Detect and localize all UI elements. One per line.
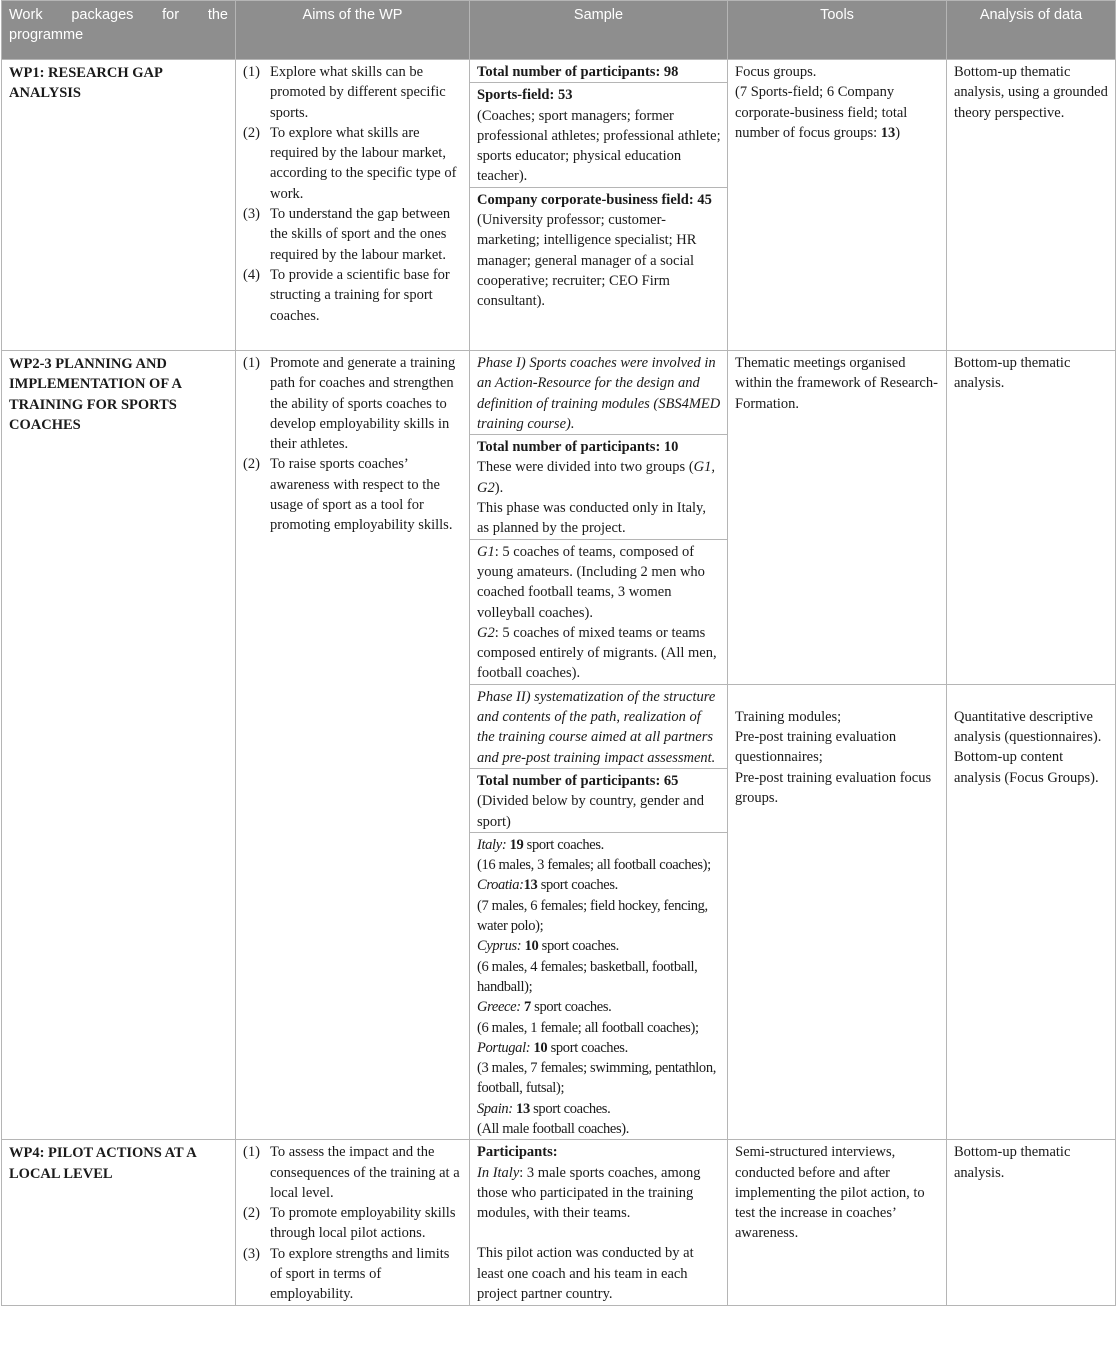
country-entry: Croatia:13 sport coaches.: [477, 877, 618, 894]
wp1-row: [2, 60, 1116, 351]
wp1-title: WP1: RESEARCH GAP ANALYSIS: [2, 60, 236, 351]
wp23-phase1-tools: Thematic meetings organised within the framework of Research-Formation.: [728, 351, 947, 685]
header-sample: Sample: [470, 1, 728, 60]
analysis-line: Bottom-up content analysis (Focus Groups).: [954, 749, 1099, 786]
phase2-total-note: (Divided below by country, gender and sport): [477, 793, 704, 830]
country-entry: Spain: 13 sport coaches.: [477, 1100, 611, 1117]
group-g2: G2: 5 coaches of mixed teams or teams composed entirely of migrants. (All men, football coaches).: [477, 624, 717, 682]
wp4-row: [2, 1140, 1116, 1305]
country-detail: (16 males, 3 females; all football coaches);: [477, 857, 711, 874]
wp1-aims-list: [243, 62, 462, 326]
list-item: (2) To promote employability skills through local pilot actions.: [243, 1205, 456, 1242]
header-work-packages: Work packages for the programme: [2, 1, 236, 60]
country-entry: Italy: 19 sport coaches.: [477, 836, 604, 853]
list-item: (4) To provide a scientific base for structing a training for sport coaches.: [243, 266, 450, 324]
header-analysis: Analysis of data: [947, 1, 1116, 60]
phase1-participants: [470, 435, 727, 539]
list-item: (1) To assess the impact and the consequences of the training at a local level.: [243, 1144, 460, 1201]
country-detail: (7 males, 6 females; field hockey, fencing, water polo);: [477, 897, 708, 935]
wp1-sample: [470, 60, 728, 351]
header-row: [2, 1, 1116, 60]
country-entry: Greece: 7 sport coaches.: [477, 999, 612, 1016]
wp1-sample-total: Total number of participants: 98: [470, 60, 727, 83]
wp1-aims: [236, 60, 470, 351]
wp4-participants-heading: Participants:: [477, 1144, 558, 1161]
tools-line: Pre-post training evaluation questionnaires;: [735, 729, 897, 766]
list-item: (2) To explore what skills are required by the labour market, according to the specific type of work.: [243, 124, 457, 202]
phase1-groups: These were divided into two groups (G1, G2).: [477, 459, 716, 496]
phase1-description: Phase I) Sports coaches were involved in an Action-Resource for the design and definition of training modules (SBS4MED training course).: [470, 351, 727, 435]
wp23-phase1-sample: [470, 351, 728, 685]
wp1-sports-field: [470, 83, 727, 187]
wp4-pilot-note: This pilot action was conducted by at least one coach and his team in each project partner country.: [477, 1245, 694, 1303]
wp4-italy: In Italy: 3 male sports coaches, among those who participated in the training modules, with their teams.: [477, 1164, 701, 1222]
list-item: (3) To understand the gap between the skills of sport and the ones required by the labour market.: [243, 206, 451, 263]
sports-field-text: (Coaches; sport managers; former professional athletes; professional athlete; sports educator; physical education teacher).: [477, 107, 721, 185]
list-item: (1) Explore what skills can be promoted by different specific sports.: [243, 64, 446, 121]
work-packages-table: [1, 0, 1116, 1306]
country-detail: (All male football coaches).: [477, 1120, 630, 1137]
phase2-participants: [470, 769, 727, 833]
wp1-analysis: Bottom-up thematic analysis, using a grounded theory perspective.: [947, 60, 1116, 351]
header-tools: Tools: [728, 1, 947, 60]
country-detail: (3 males, 7 females; swimming, pentathlon, football, futsal);: [477, 1060, 717, 1097]
group-g1: G1: 5 coaches of teams, composed of young amateurs. (Including 2 men who coached football teams, 3 women volleyball coaches).: [477, 543, 705, 621]
wp23-aims: [236, 351, 470, 1140]
country-entry: Portugal: 10 sport coaches.: [477, 1039, 628, 1056]
phase2-description: Phase II) systematization of the structure and contents of the path, realization of the training course aimed at all partners and pre-post training impact assessment.: [470, 685, 727, 769]
wp1-tools: [728, 60, 947, 351]
wp4-title: WP4: PILOT ACTIONS AT A LOCAL LEVEL: [2, 1140, 236, 1305]
wp4-analysis: Bottom-up thematic analysis.: [947, 1140, 1116, 1305]
wp4-tools: Semi-structured interviews, conducted before and after implementing the pilot action, to test the increase in coaches’ awareness.: [728, 1140, 947, 1305]
wp23-title: WP2-3 PLANNING AND IMPLEMENTATION OF A TRAINING FOR SPORTS COACHES: [2, 351, 236, 1140]
wp23-phase2-sample: [470, 684, 728, 1140]
phase2-total: Total number of participants: 65: [477, 772, 679, 789]
tools-line: Focus groups.: [735, 64, 817, 80]
company-field-heading: Company corporate-business field: 45: [477, 191, 712, 208]
wp4-aims: [236, 1140, 470, 1305]
tools-detail: (7 Sports-field; 6 Company corporate-business field; total number of focus groups: 13): [735, 84, 908, 141]
country-entry: Cyprus: 10 sport coaches.: [477, 938, 619, 955]
list-item: (1) Promote and generate a training path for coaches and strengthen the ability of sports coaches to develop employability skills in their athletes.: [243, 355, 456, 453]
wp4-sample: [470, 1140, 728, 1305]
list-item: (3) To explore strengths and limits of sport in terms of employability.: [243, 1245, 450, 1303]
tools-line: Pre-post training evaluation focus groups.: [735, 769, 932, 806]
wp23-phase2-analysis: [947, 684, 1116, 1140]
company-field-text: (University professor; customer-marketing; intelligence specialist; HR manager; general manager of a social cooperative; recruiter; CEO Firm consultant).: [477, 212, 697, 310]
wp23-phase2-tools: [728, 684, 947, 1140]
phase1-italy-note: This phase was conducted only in Italy, as planned by the project.: [477, 500, 706, 537]
list-item: (2) To raise sports coaches’ awareness with respect to the usage of sport as a tool for promoting employability skills.: [243, 456, 453, 534]
wp23-phase1-row: [2, 351, 1116, 685]
country-detail: (6 males, 1 female; all football coaches);: [477, 1019, 699, 1036]
phase1-groups-detail: [470, 540, 727, 684]
wp23-aims-list: [243, 353, 462, 536]
wp1-company-field: [470, 188, 727, 312]
wp23-phase1-analysis: Bottom-up thematic analysis.: [947, 351, 1116, 685]
sports-field-heading: Sports-field: 53: [477, 87, 573, 104]
analysis-line: Quantitative descriptive analysis (questionnaires).: [954, 708, 1102, 746]
country-detail: (6 males, 4 females; basketball, football, handball);: [477, 958, 698, 995]
wp4-aims-list: [243, 1142, 462, 1304]
phase2-countries: [470, 833, 727, 1139]
phase1-total: Total number of participants: 10: [477, 439, 679, 456]
tools-line: Training modules;: [735, 708, 842, 725]
header-aims: Aims of the WP: [236, 1, 470, 60]
